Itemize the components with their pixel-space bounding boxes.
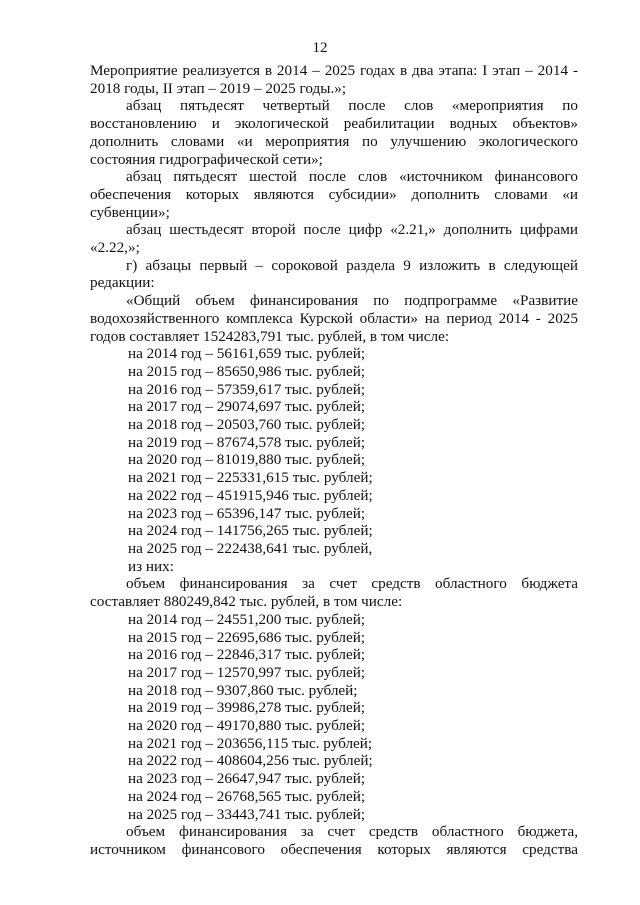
list-item: на 2019 год – 87674,578 тыс. рублей;: [128, 433, 366, 451]
list-item: на 2023 год – 26647,947 тыс. рублей;: [128, 770, 366, 788]
paragraph-regional-funding: объем финансирования за счет средств областного бюджета составляет 880249,842 тыс. рублей, в том числе:: [90, 575, 578, 611]
paragraph-total-funding: «Общий объем финансирования по подпрограмме «Развитие водохозяйственного комплекса Курской области» на период 2014 - 2025 годов составляет 1524283,791 тыс. рублей, в том числе:: [90, 292, 578, 345]
total-funding-by-year-list: [90, 345, 578, 557]
list-item: на 2024 год – 141756,265 тыс. рублей;: [128, 522, 373, 540]
paragraph-56: абзац пятьдесят шестой после слов «источником финансового обеспечения которых являются субсидии» дополнить словами «и субвенции»;: [90, 168, 578, 221]
paragraph-62: абзац шестьдесят второй после цифр «2.21,» дополнить цифрами «2.22,»;: [90, 221, 578, 257]
list-item: на 2016 год – 22846,317 тыс. рублей;: [128, 646, 366, 664]
document-body: [90, 62, 578, 859]
list-item: на 2022 год – 408604,256 тыс. рублей;: [128, 752, 373, 770]
list-item: на 2023 год – 65396,147 тыс. рублей;: [128, 504, 366, 522]
list-item: на 2016 год – 57359,617 тыс. рублей;: [128, 380, 366, 398]
list-item: на 2017 год – 29074,697 тыс. рублей;: [128, 398, 366, 416]
list-item: на 2025 год – 222438,641 тыс. рублей,: [128, 539, 373, 557]
list-item: на 2022 год – 451915,946 тыс. рублей;: [128, 486, 373, 504]
list-item: на 2018 год – 9307,860 тыс. рублей;: [128, 681, 358, 699]
list-item: на 2021 год – 203656,115 тыс. рублей;: [128, 734, 373, 752]
list-item: на 2015 год – 22695,686 тыс. рублей;: [128, 628, 366, 646]
list-item: на 2018 год – 20503,760 тыс. рублей;: [128, 416, 366, 434]
list-item: на 2020 год – 81019,880 тыс. рублей;: [128, 451, 366, 469]
regional-funding-by-year-list: [90, 611, 578, 823]
list-item: на 2017 год – 12570,997 тыс. рублей;: [128, 663, 366, 681]
list-item: на 2024 год – 26768,565 тыс. рублей;: [128, 787, 366, 805]
paragraph-of-which: из них:: [128, 557, 174, 575]
list-item: на 2021 год – 225331,615 тыс. рублей;: [128, 469, 373, 487]
paragraph-section-9: г) абзацы первый – сороковой раздела 9 изложить в следующей редакции:: [90, 256, 578, 292]
list-item: на 2015 год – 85650,986 тыс. рублей;: [128, 362, 366, 380]
list-item: на 2014 год – 56161,659 тыс. рублей;: [128, 345, 366, 363]
list-item: на 2014 год – 24551,200 тыс. рублей;: [128, 610, 366, 628]
list-item: на 2025 год – 33443,741 тыс. рублей;: [128, 805, 366, 823]
paragraph-stages: Мероприятие реализуется в 2014 – 2025 годах в два этапа: I этап – 2014 - 2018 годы, II этап – 2019 – 2025 годы.»;: [90, 62, 578, 97]
page-number: 12: [312, 40, 328, 56]
paragraph-regional-source: объем финансирования за счет средств областного бюджета, источником финансового обеспечения которых являются средства: [90, 823, 578, 858]
list-item: на 2020 год – 49170,880 тыс. рублей;: [128, 717, 366, 735]
paragraph-54: абзац пятьдесят четвертый после слов «мероприятия по восстановлению и экологической реабилитации водных объектов» дополнить словами «и мероприятия по улучшению экологического состояния гидрографической сети»;: [90, 97, 578, 168]
list-item: на 2019 год – 39986,278 тыс. рублей;: [128, 699, 366, 717]
